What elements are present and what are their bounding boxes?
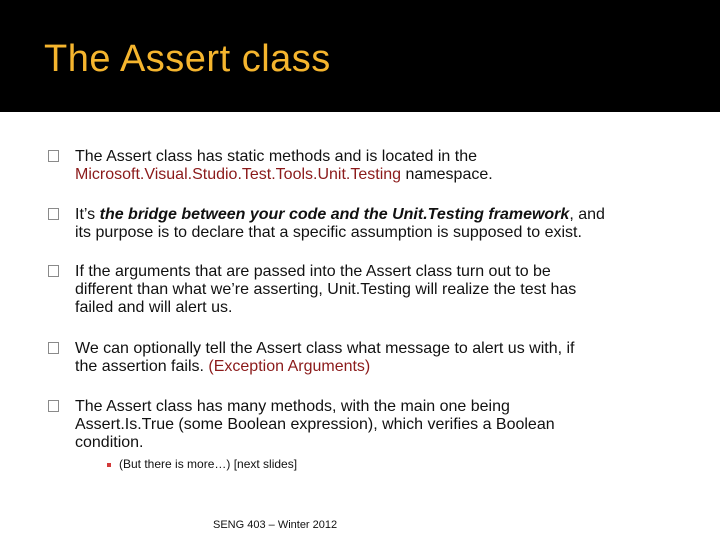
slide-title: The Assert class — [44, 38, 331, 80]
exception-arguments-highlight: (Exception Arguments) — [208, 358, 371, 375]
bullet-text: We can optionally tell the Assert class what message to alert us with, if the assertion fails. (Exception Arguments) — [75, 340, 575, 375]
bullet-text: The Assert class has many methods, with the main one being Assert.Is.True (some Boolean expression), which verifies a Boolean condition. — [75, 398, 555, 451]
slide-footer: SENG 403 – Winter 2012 — [213, 519, 338, 531]
square-bullet-icon — [48, 265, 59, 277]
bullet-text: It’s the bridge between your code and the Unit.Testing framework, and its purpose is to declare that a specific assumption is supposed to exist. — [75, 206, 605, 241]
bullet-text: The Assert class has static methods and is located in the Microsoft.Visual.Studio.Test.Tools.Unit.Testing namespace. — [75, 148, 493, 183]
emphasis-text: the bridge between your code and the Unit.Testing framework — [99, 206, 570, 223]
square-bullet-icon — [48, 342, 59, 354]
square-bullet-icon — [48, 208, 59, 220]
square-bullet-icon — [48, 400, 59, 412]
sub-bullet-icon — [107, 463, 111, 467]
namespace-highlight: Microsoft.Visual.Studio.Test.Tools.Unit.Testing — [75, 166, 402, 183]
bullet-text: If the arguments that are passed into the Assert class turn out to be different than what we’re asserting, Unit.Testing will realize the test has failed and will alert us. — [75, 263, 577, 316]
square-bullet-icon — [48, 150, 59, 162]
sub-bullet: (But there is more…) [next slides] — [107, 457, 297, 471]
